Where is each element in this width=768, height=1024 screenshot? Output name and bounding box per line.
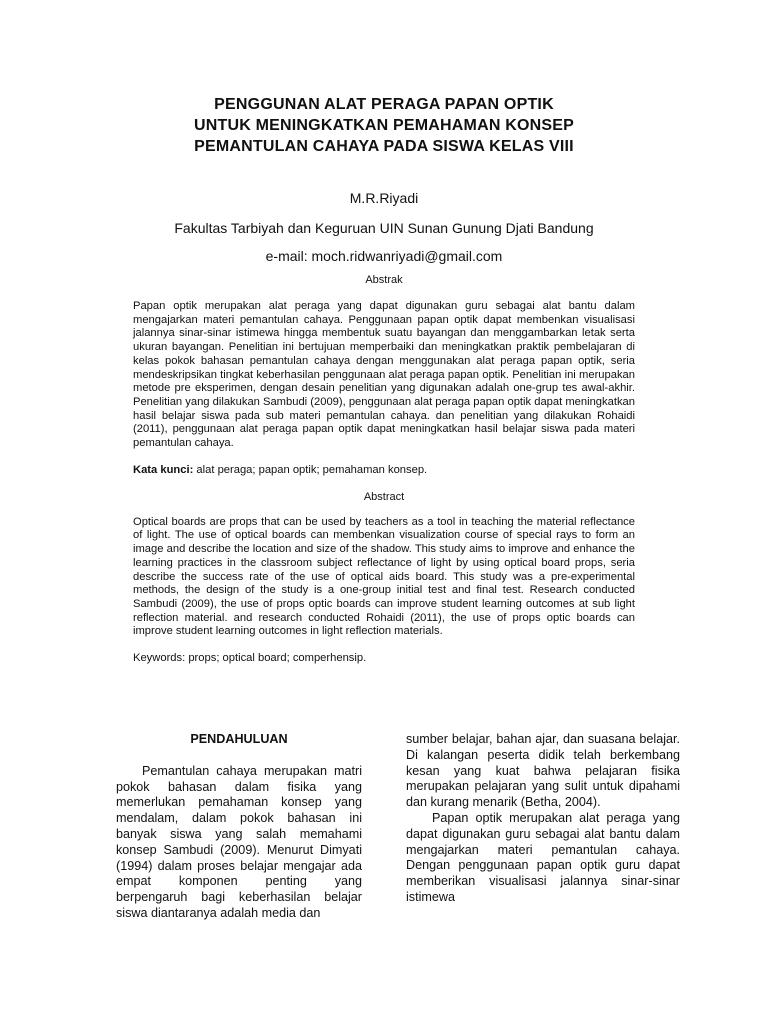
abstrak-heading: Abstrak [365,274,403,286]
abstract-text: Optical boards are props that can be used by teachers as a tool in teaching the material reflectance of light. The use of optical boards can membenkan visualization course of special rays to form an image and describe the location and size of the shadow. This study aims to improve and enhance the learning practices in the classroom subject reflectance of light by using optical board props, seria describe the success rate of the use of optical aids board. This study was a pre-experimental methods, the design of the study is a one-group initial test and final test. Research conducted Sambudi (2009), the use of props optic boards can improve student learning outcomes at sub light reflection material. and research conducted Rohaidi (2011), the use of props optic boards can improve student learning outcomes in light reflection materials. [133,515,635,638]
abstrak-text: Papan optik merupakan alat peraga yang dapat digunakan guru sebagai alat bantu dalam mengajarkan materi pemantulan cahaya. Penggunaan papan optik dapat membenkan visualisasi jalannya sinar-sinar istimewa hingga membentuk suatu bayangan dan menggambarkan letak serta ukuran bayangan. Penelitian ini bertujuan memperbaiki dan meningkatkan praktik pembelajaran di kelas pokok bahasan pemantulan cahaya dengan menggunakan alat peraga papan optik, seria mendeskripsikan tingkat keberhasilan penggunaan alat peraga papan optik. Penelitian ini merupakan metode pre eksperimen, dengan desain penelitian yang digunakan adalah one-grup tes awal-akhir. Penelitian yang dilakukan Sambudi (2009), penggunaan alat peraga papan optik dapat meningkatkan hasil belajar siswa pada sub materi pemantulan cahaya. dan penelitian yang dilakukan Rohaidi (2011), penggunaan alat peraga papan optik dapat meningkatkan hasil belajar siswa pada materi pemantulan cahaya. [133,300,635,450]
kata-kunci [133,463,635,477]
author-affiliation: Fakultas Tarbiyah dan Keguruan UIN Sunan Gunung Djati Bandung [174,220,594,236]
title-line-2: UNTUK MENINGKATKAN PEMAHAMAN KONSEP [193,117,575,134]
right-column [406,732,680,922]
abstract-heading: Abstract [363,490,405,503]
left-column [116,732,362,922]
title-line-3: PEMANTULAN CAHAYA PADA SISWA KELAS VIII [194,138,574,155]
author-email: e-mail: moch.ridwanriyadi@gmail.com [265,248,503,264]
body-columns [116,732,678,922]
kata-kunci-label: Kata kunci: [133,463,194,476]
section-heading-pendahuluan: PENDAHULUAN [190,732,288,746]
left-paragraph: Pemantulan cahaya merupakan matri pokok bahasan dalam fisika yang memerlukan pemahaman konsep yang mendalam, dalam pokok bahasan ini banyak siswa yang salah memahami konsep Sambudi (2009). Menurut Dimyati (1994) dalam proses belajar mengajar ada empat komponen penting yang berpengaruh bagi keberhasilan belajar siswa diantaranya adalah media dan [116,763,362,920]
author-name: M.R.Riyadi [349,190,419,206]
right-paragraph-2: Papan optik merupakan alat peraga yang dapat digunakan guru sebagai alat bantu dalam mengajarkan materi pemantulan cahaya. Dengan penggunaan papan optik guru dapat memberikan visualisasi jalannya sinar-sinar istimewa [406,810,680,904]
title-line-1: PENGGUNAN ALAT PERAGA PAPAN OPTIK [214,96,554,113]
paper-title [84,94,684,157]
abstract-keywords: Keywords: props; optical board; comperhensip. [133,652,367,665]
kata-kunci-value: alat peraga; papan optik; pemahaman konsep. [193,463,428,476]
right-paragraph-1: sumber belajar, bahan ajar, dan suasana belajar. Di kalangan peserta didik telah berkembang kesan yang kuat bahwa pelajaran fisika merupakan pelajaran yang sulit untuk dipahami dan kurang menarik (Betha, 2004). [406,732,680,810]
